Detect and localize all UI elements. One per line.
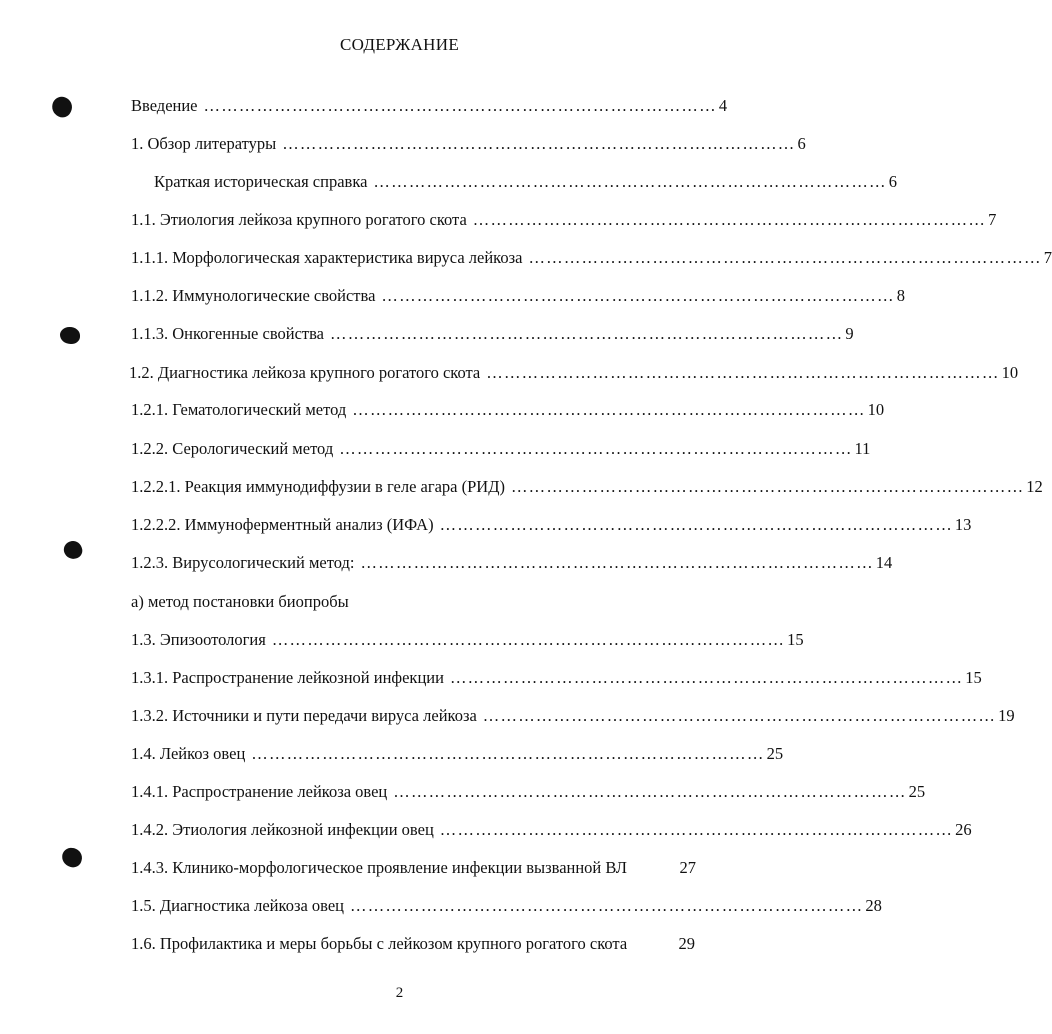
toc-entry — [131, 630, 804, 654]
toc-entry-page: 12 — [1026, 477, 1043, 496]
toc-leader: …………………………………………………………………………… — [251, 744, 765, 763]
toc-entry-text: 1.3.1. Распространение лейкозной инфекции — [131, 668, 444, 687]
toc-leader: …………………………………………………………………………… — [486, 363, 1000, 382]
toc-leader: …………………………………………………………………………… — [203, 96, 717, 115]
toc-entry-text: 1.5. Диагностика лейкоза овец — [131, 896, 345, 915]
toc-entry — [129, 363, 1019, 387]
toc-entry-text: 1.2.3. Вирусологический метод: — [131, 553, 355, 572]
toc-leader: …………………………………………………………………………… — [439, 515, 953, 534]
toc-entry-page: 25 — [766, 744, 784, 763]
toc-entry-text: 1.3.2. Источники и пути передачи вируса лейкоза — [131, 706, 477, 725]
toc-leader: …………………………………………………………………………… — [381, 286, 895, 305]
toc-leader: …………………………………………………………………………… — [439, 820, 954, 839]
toc-entry-page: 25 — [908, 782, 926, 801]
toc-leader: …………………………………………………………………………… — [449, 668, 964, 687]
toc-entry-text: 1.6. Профилактика и меры борьбы с лейкозом крупного рогатого скота — [131, 934, 628, 953]
toc-entry — [131, 515, 972, 539]
toc-entry-text: 1.2.1. Гематологический метод — [131, 400, 347, 419]
toc-entry — [131, 744, 784, 768]
toc-entry-page: 8 — [896, 286, 905, 305]
ink-spot — [60, 327, 80, 344]
toc-entry-text: 1.2. Диагностика лейкоза крупного рогатого скота — [129, 363, 481, 382]
toc-leader: …………………………………………………………………………… — [350, 896, 864, 915]
toc-leader: …………………………………………………………………………… — [330, 324, 844, 343]
page-number: 2 — [395, 985, 404, 1001]
toc-leader: …………………………………………………………………………… — [482, 706, 997, 725]
toc-entry-page: 29 — [678, 934, 695, 953]
toc-entry-text: 1.1.3. Онкогенные свойства — [131, 324, 325, 343]
toc-entry-text: 1.2.2.1. Реакция иммунодиффузии в геле агара (РИД) — [131, 477, 505, 496]
toc-entry-text: Краткая историческая справка — [154, 172, 368, 191]
toc-entry — [131, 553, 893, 577]
toc-subentry: а) метод постановки биопробы — [131, 592, 349, 611]
page-title: СОДЕРЖАНИЕ — [339, 35, 460, 54]
toc-entry-page: 19 — [998, 706, 1015, 725]
toc-entry-page: 6 — [797, 134, 806, 153]
toc-entry-page: 7 — [1043, 248, 1052, 267]
toc-entry — [131, 134, 806, 158]
toc-entry — [131, 858, 696, 878]
toc-entry-text: 1.4.2. Этиология лейкозной инфекции овец — [131, 820, 434, 839]
toc-entry — [131, 477, 1043, 501]
toc-leader: …………………………………………………………………………… — [360, 553, 874, 572]
toc-entry — [131, 400, 885, 424]
toc-entry — [131, 820, 972, 844]
toc-entry — [131, 896, 882, 920]
toc-entry-page: 4 — [718, 96, 728, 115]
toc-entry — [131, 782, 926, 806]
toc-entry-page: 6 — [888, 172, 897, 191]
toc-entry — [154, 172, 897, 196]
toc-entry-page: 15 — [787, 630, 804, 649]
toc-entry-page: 15 — [965, 668, 982, 687]
toc-entry-text: 1.3. Эпизоотология — [131, 630, 266, 649]
toc-entry-page: 9 — [845, 324, 854, 343]
toc-entry-text: 1.2.2. Серологический метод — [131, 439, 334, 458]
toc-leader: …………………………………………………………………………… — [393, 782, 907, 801]
toc-entry-text: 1.1.1. Морфологическая характеристика вируса лейкоза — [131, 248, 523, 267]
toc-leader: …………………………………………………………………………… — [510, 477, 1025, 496]
toc-entry — [131, 706, 1015, 730]
toc-entry-page: 26 — [955, 820, 972, 839]
toc-entry — [131, 96, 728, 120]
toc-entry-page: 13 — [954, 515, 972, 534]
toc-entry-page: 28 — [865, 896, 882, 915]
toc-leader: …………………………………………………………………………… — [528, 248, 1042, 267]
toc-leader: …………………………………………………………………………… — [352, 400, 866, 419]
toc-entry-text: Введение — [131, 96, 198, 115]
toc-entry-text: 1.4. Лейкоз овец — [131, 744, 246, 763]
toc-entry-page: 10 — [867, 400, 885, 419]
toc-entry-text: 1.2.2.2. Иммуноферментный анализ (ИФА) — [131, 515, 434, 534]
toc-entry-text: 1.1. Этиология лейкоза крупного рогатого скота — [131, 210, 467, 229]
toc-entry — [131, 324, 854, 348]
toc-entry — [131, 668, 982, 692]
toc-entry — [131, 286, 905, 310]
toc-entry-text: 1.1.2. Иммунологические свойства — [131, 286, 376, 305]
toc-entry — [131, 439, 871, 463]
toc-leader: …………………………………………………………………………… — [339, 439, 853, 458]
toc-entry-text: 1.4.3. Клинико-морфологическое проявление инфекции вызванной ВЛ — [131, 858, 627, 877]
toc-entry — [131, 210, 997, 234]
toc-entry-page: 14 — [875, 553, 893, 572]
toc-entry-text: 1.4.1. Распространение лейкоза овец — [131, 782, 388, 801]
toc-leader: …………………………………………………………………………… — [271, 630, 786, 649]
toc-entry-page: 7 — [988, 210, 997, 229]
toc-leader: …………………………………………………………………………… — [282, 134, 796, 153]
toc-entry-page: 27 — [679, 858, 696, 877]
toc-entry — [131, 934, 695, 954]
toc-entry — [131, 248, 1052, 272]
toc-entry-page: 10 — [1001, 363, 1019, 382]
toc-leader: …………………………………………………………………………… — [373, 172, 887, 191]
toc-leader: …………………………………………………………………………… — [472, 210, 987, 229]
toc-entry-text: 1. Обзор литературы — [131, 134, 277, 153]
toc-entry-page: 11 — [854, 439, 871, 458]
